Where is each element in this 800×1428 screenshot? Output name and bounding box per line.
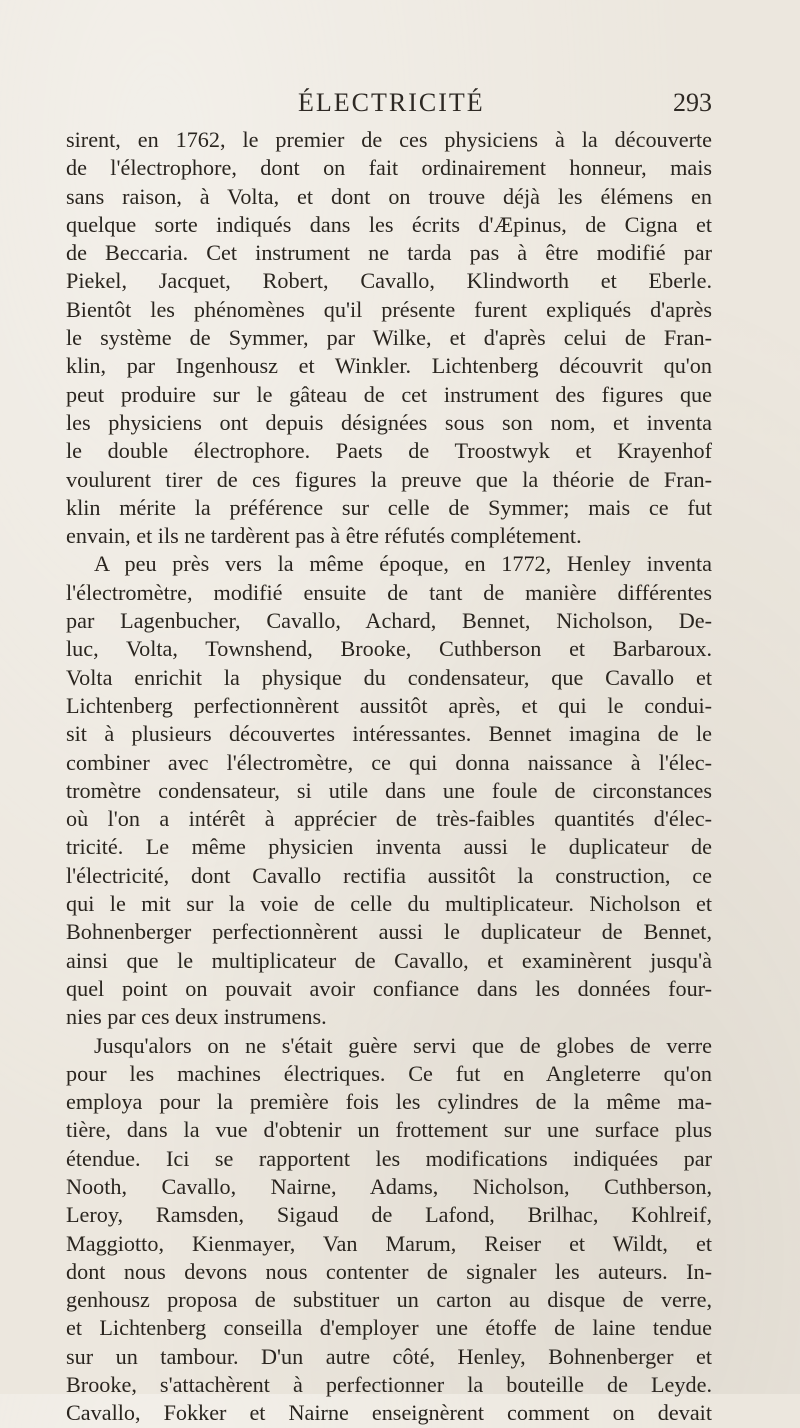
text-line: quel point on pouvait avoir confiance dans les données four- — [66, 975, 712, 1001]
running-title: ÉLECTRICITÉ — [298, 88, 485, 117]
text-line: Bientôt les phénomènes qu'il présente furent expliqués d'après — [66, 296, 712, 322]
text-line: envain, et ils ne tardèrent pas à être réfutés complétement. — [66, 523, 582, 549]
text-line: Lichtenberg perfectionnèrent aussitôt après, et qui le condui- — [66, 692, 712, 718]
text-line: Brooke, s'attachèrent à perfectionner la bouteille de Leyde. — [66, 1372, 712, 1398]
text-line: quelque sorte indiqués dans les écrits d'Æpinus, de Cigna et — [66, 211, 712, 237]
text-line: dont nous devons nous contenter de signaler les auteurs. In- — [66, 1258, 712, 1284]
text-line: qui le mit sur la voie de celle du multiplicateur. Nicholson et — [66, 891, 712, 917]
text-line: Piekel, Jacquet, Robert, Cavallo, Klindworth et Eberle. — [66, 268, 712, 294]
text-line: de l'électrophore, dont on fait ordinairement honneur, mais — [66, 155, 712, 181]
text-line: tromètre condensateur, si utile dans une foule de circonstances — [66, 777, 712, 803]
text-line: l'électricité, dont Cavallo rectifia aussitôt la construction, ce — [66, 862, 712, 888]
body-text — [66, 126, 712, 1428]
text-line: par Lagenbucher, Cavallo, Achard, Bennet, Nicholson, De- — [66, 608, 712, 634]
text-line: le système de Symmer, par Wilke, et d'après celui de Fran- — [66, 325, 712, 351]
text-line: luc, Volta, Townshend, Brooke, Cuthberson et Barbaroux. — [66, 636, 712, 662]
paragraph-start-line: Jusqu'alors on ne s'était guère servi que de globes de verre — [94, 1032, 712, 1058]
text-line: sirent, en 1762, le premier de ces physiciens à la découverte — [66, 127, 712, 152]
paragraph-start-line: A peu près vers la même époque, en 1772, Henley inventa — [94, 551, 712, 577]
text-line: les physiciens ont depuis désignées sous son nom, et inventa — [66, 409, 712, 435]
text-line: sit à plusieurs découvertes intéressantes. Bennet imagina de le — [66, 721, 712, 747]
text-line: pour les machines électriques. Ce fut en Angleterre qu'on — [66, 1060, 712, 1086]
text-line: l'électromètre, modifié ensuite de tant de manière différentes — [66, 579, 712, 605]
text-line: combiner avec l'électromètre, ce qui donna naissance à l'élec- — [66, 749, 712, 775]
text-line: Volta enrichit la physique du condensateur, que Cavallo et — [66, 664, 712, 690]
text-line: klin mérite la préférence sur celle de Symmer; mais ce fut — [66, 494, 712, 520]
text-line: Cavallo, Fokker et Nairne enseignèrent comment on devait — [66, 1400, 712, 1426]
text-line: tricité. Le même physicien inventa aussi le duplicateur de — [66, 834, 712, 860]
text-line: le double électrophore. Paets de Troostwyk et Krayenhof — [66, 438, 712, 464]
text-line: où l'on a intérêt à apprécier de très-faibles quantités d'élec- — [66, 806, 712, 832]
text-line: nies par ces deux instrumens. — [66, 1004, 327, 1030]
text-line: klin, par Ingenhousz et Winkler. Lichtenberg découvrit qu'on — [66, 353, 712, 379]
text-line: Maggiotto, Kienmayer, Van Marum, Reiser et Wildt, et — [66, 1230, 712, 1256]
text-line: peut produire sur le gâteau de cet instrument des figures que — [66, 381, 712, 407]
text-line: voulurent tirer de ces figures la preuve que la théorie de Fran- — [66, 466, 712, 492]
text-line: de Beccaria. Cet instrument ne tarda pas à être modifié par — [66, 240, 712, 266]
text-line: sur un tambour. D'un autre côté, Henley, Bohnenberger et — [66, 1343, 712, 1369]
text-line: ainsi que le multiplicateur de Cavallo, et examinèrent jusqu'à — [66, 947, 712, 973]
text-line: employa pour la première fois les cylindres de la même ma- — [66, 1089, 712, 1115]
text-line: tière, dans la vue d'obtenir un frottement sur une surface plus — [66, 1117, 712, 1143]
text-line: Bohnenberger perfectionnèrent aussi le duplicateur de Bennet, — [66, 919, 712, 945]
text-line: étendue. Ici se rapportent les modifications indiquées par — [66, 1145, 712, 1171]
text-line: sans raison, à Volta, et dont on trouve déjà les élémens en — [66, 183, 712, 209]
page-number: 293 — [673, 88, 712, 117]
text-line: et Lichtenberg conseilla d'employer une étoffe de laine tendue — [66, 1315, 712, 1341]
text-line: genhousz proposa de substituer un carton au disque de verre, — [66, 1287, 712, 1313]
text-line: Leroy, Ramsden, Sigaud de Lafond, Brilhac, Kohlreif, — [66, 1202, 712, 1228]
text-line: Nooth, Cavallo, Nairne, Adams, Nicholson, Cuthberson, — [66, 1173, 712, 1199]
page-header — [66, 88, 712, 124]
